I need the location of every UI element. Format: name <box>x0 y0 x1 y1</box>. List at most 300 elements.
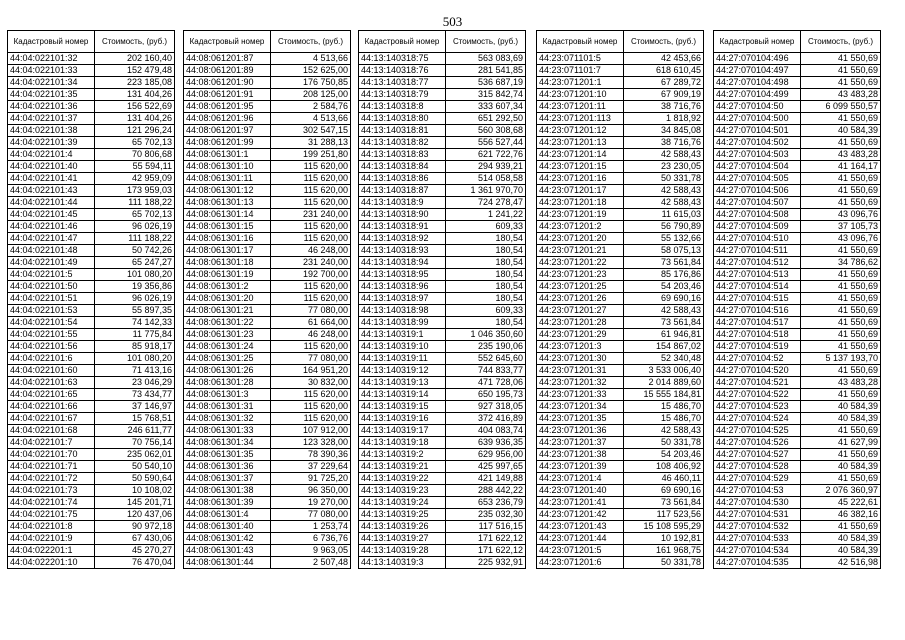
table-row <box>359 437 526 449</box>
cadastral-number-cell: 44:13:140319:3 <box>359 557 446 569</box>
table-row <box>537 161 704 173</box>
cadastral-number-cell: 44:27:070104:527 <box>714 449 801 461</box>
cadastral-number-cell: 44:23:071201:26 <box>537 293 624 305</box>
cadastral-number-cell: 44:27:070104:520 <box>714 365 801 377</box>
cost-cell: 223 185,08 <box>95 77 175 89</box>
cadastral-table-4 <box>536 30 704 569</box>
cost-cell: 927 318,05 <box>446 401 526 413</box>
cadastral-number-cell: 44:27:070104:533 <box>714 533 801 545</box>
cost-cell: 78 390,36 <box>271 449 351 461</box>
cadastral-number-cell: 44:13:140318:76 <box>359 65 446 77</box>
cost-cell: 4 513,66 <box>271 113 351 125</box>
cadastral-number-cell: 44:23:071201:41 <box>537 497 624 509</box>
cost-cell: 50 742,26 <box>95 245 175 257</box>
cost-cell: 37 146,97 <box>95 401 175 413</box>
table-row <box>359 209 526 221</box>
table-row <box>537 125 704 137</box>
cadastral-number-cell: 44:23:071201:44 <box>537 533 624 545</box>
table-row <box>184 269 351 281</box>
table-row <box>537 341 704 353</box>
cadastral-number-cell: 44:04:022101:50 <box>8 281 95 293</box>
cost-cell: 23 230,05 <box>624 161 704 173</box>
cost-cell: 10 192,81 <box>624 533 704 545</box>
cost-cell: 41 627,99 <box>801 437 881 449</box>
cadastral-number-cell: 44:27:070104:514 <box>714 281 801 293</box>
cadastral-number-cell: 44:23:071201:18 <box>537 197 624 209</box>
table-row <box>8 149 175 161</box>
cost-cell: 11 615,03 <box>624 209 704 221</box>
cost-cell: 180,54 <box>446 233 526 245</box>
cost-cell: 180,54 <box>446 293 526 305</box>
cost-cell: 176 750,85 <box>271 77 351 89</box>
table-row <box>359 509 526 521</box>
table-row <box>8 389 175 401</box>
table-row <box>8 425 175 437</box>
table-row <box>537 533 704 545</box>
cadastral-number-cell: 44:23:071201:37 <box>537 437 624 449</box>
cadastral-number-cell: 44:08:061301:32 <box>184 413 271 425</box>
table-row <box>184 461 351 473</box>
table-row <box>537 149 704 161</box>
cost-cell: 41 550,69 <box>801 197 881 209</box>
cadastral-number-cell: 44:08:061201:99 <box>184 137 271 149</box>
cadastral-number-cell: 44:08:061301:20 <box>184 293 271 305</box>
cadastral-table-5 <box>713 30 881 569</box>
cost-cell: 67 430,06 <box>95 533 175 545</box>
cadastral-number-cell: 44:23:071201:35 <box>537 413 624 425</box>
table-row <box>8 257 175 269</box>
table-row <box>359 425 526 437</box>
table-row <box>714 101 881 113</box>
cadastral-number-cell: 44:08:061301:40 <box>184 521 271 533</box>
table-row <box>714 329 881 341</box>
cadastral-number-cell: 44:08:061301:43 <box>184 545 271 557</box>
table-row <box>714 509 881 521</box>
cadastral-number-cell: 44:04:022101:38 <box>8 125 95 137</box>
cost-cell: 71 413,16 <box>95 365 175 377</box>
cadastral-number-cell: 44:08:061201:97 <box>184 125 271 137</box>
cadastral-number-cell: 44:23:071201:5 <box>537 545 624 557</box>
cost-cell: 50 331,78 <box>624 437 704 449</box>
cadastral-number-cell: 44:13:140318:96 <box>359 281 446 293</box>
cadastral-number-cell: 44:04:022101:7 <box>8 437 95 449</box>
cost-cell: 38 716,76 <box>624 101 704 113</box>
table-row <box>714 353 881 365</box>
table-row <box>714 449 881 461</box>
cost-cell: 404 083,74 <box>446 425 526 437</box>
cadastral-number-cell: 44:23:071201:11 <box>537 101 624 113</box>
cost-cell: 41 550,69 <box>801 305 881 317</box>
table-row <box>537 269 704 281</box>
cadastral-number-cell: 44:23:071201:4 <box>537 473 624 485</box>
cadastral-number-cell: 44:13:140318:77 <box>359 77 446 89</box>
table-row <box>184 425 351 437</box>
cadastral-number-cell: 44:04:022101:65 <box>8 389 95 401</box>
table-row <box>714 89 881 101</box>
column-header-cadastral-number: Кадастровый номер <box>714 31 801 53</box>
table-row <box>359 329 526 341</box>
cost-cell: 115 620,00 <box>271 221 351 233</box>
table-row <box>184 353 351 365</box>
cadastral-number-cell: 44:13:140319:11 <box>359 353 446 365</box>
cost-cell: 46 382,16 <box>801 509 881 521</box>
cost-cell: 202 160,40 <box>95 53 175 65</box>
cost-cell: 120 437,06 <box>95 509 175 521</box>
cost-cell: 180,54 <box>446 269 526 281</box>
table-row <box>184 221 351 233</box>
table-row <box>184 53 351 65</box>
cost-cell: 639 936,35 <box>446 437 526 449</box>
cadastral-number-cell: 44:08:061301:31 <box>184 401 271 413</box>
table-row <box>714 305 881 317</box>
table-row <box>714 197 881 209</box>
table-row <box>359 401 526 413</box>
cadastral-number-cell: 44:23:071201:27 <box>537 305 624 317</box>
table-row <box>714 389 881 401</box>
table-row <box>184 545 351 557</box>
cost-cell: 41 550,69 <box>801 65 881 77</box>
table-row <box>537 389 704 401</box>
cost-cell: 54 203,46 <box>624 449 704 461</box>
cadastral-number-cell: 44:13:140318:9 <box>359 197 446 209</box>
cadastral-number-cell: 44:23:071201:21 <box>537 245 624 257</box>
cadastral-number-cell: 44:08:061301:23 <box>184 329 271 341</box>
cost-cell: 115 620,00 <box>271 161 351 173</box>
cadastral-number-cell: 44:04:022201:1 <box>8 545 95 557</box>
cadastral-number-cell: 44:27:070104:503 <box>714 149 801 161</box>
cadastral-number-cell: 44:13:140318:97 <box>359 293 446 305</box>
cost-cell: 61 664,00 <box>271 317 351 329</box>
cadastral-number-cell: 44:13:140319:13 <box>359 377 446 389</box>
cadastral-number-cell: 44:08:061301:12 <box>184 185 271 197</box>
column-header-cost: Стоимость, (руб.) <box>801 31 881 53</box>
cost-cell: 43 483,28 <box>801 89 881 101</box>
cadastral-number-cell: 44:23:071201:17 <box>537 185 624 197</box>
cadastral-number-cell: 44:13:140318:93 <box>359 245 446 257</box>
cadastral-number-cell: 44:04:022101:47 <box>8 233 95 245</box>
cadastral-number-cell: 44:23:071201:30 <box>537 353 624 365</box>
cadastral-number-cell: 44:23:071201:19 <box>537 209 624 221</box>
table-row <box>714 173 881 185</box>
cadastral-number-cell: 44:27:070104:509 <box>714 221 801 233</box>
cost-cell: 171 622,12 <box>446 533 526 545</box>
cost-cell: 34 786,62 <box>801 257 881 269</box>
table-row <box>8 329 175 341</box>
table-row <box>359 125 526 137</box>
cost-cell: 42 588,43 <box>624 305 704 317</box>
cadastral-number-cell: 44:08:061301:24 <box>184 341 271 353</box>
cadastral-number-cell: 44:08:061301:34 <box>184 437 271 449</box>
cost-cell: 225 932,91 <box>446 557 526 569</box>
table-row <box>537 497 704 509</box>
table-row <box>359 353 526 365</box>
cost-cell: 156 522,69 <box>95 101 175 113</box>
cost-cell: 5 137 193,70 <box>801 353 881 365</box>
cost-cell: 61 946,81 <box>624 329 704 341</box>
cost-cell: 43 483,28 <box>801 377 881 389</box>
cost-cell: 37 105,73 <box>801 221 881 233</box>
cost-cell: 67 289,72 <box>624 77 704 89</box>
cost-cell: 40 584,39 <box>801 401 881 413</box>
cost-cell: 281 541,85 <box>446 65 526 77</box>
cost-cell: 69 690,16 <box>624 293 704 305</box>
cadastral-number-cell: 44:04:022101:35 <box>8 89 95 101</box>
cost-cell: 34 845,08 <box>624 125 704 137</box>
cost-cell: 43 096,76 <box>801 233 881 245</box>
table-header-row <box>537 31 704 53</box>
cadastral-number-cell: 44:08:061301:19 <box>184 269 271 281</box>
cost-cell: 69 690,16 <box>624 485 704 497</box>
table-row <box>8 281 175 293</box>
cadastral-number-cell: 44:27:070104:502 <box>714 137 801 149</box>
cost-cell: 15 768,51 <box>95 413 175 425</box>
cadastral-number-cell: 44:08:061301:11 <box>184 173 271 185</box>
cadastral-number-cell: 44:08:061301:13 <box>184 197 271 209</box>
cost-cell: 65 702,13 <box>95 209 175 221</box>
cadastral-number-cell: 44:13:140318:75 <box>359 53 446 65</box>
cadastral-number-cell: 44:27:070104:500 <box>714 113 801 125</box>
cost-cell: 208 125,00 <box>271 89 351 101</box>
cadastral-number-cell: 44:23:071101:7 <box>537 65 624 77</box>
cost-cell: 15 555 184,81 <box>624 389 704 401</box>
table-row <box>359 545 526 557</box>
table-row <box>8 545 175 557</box>
cadastral-number-cell: 44:27:070104:512 <box>714 257 801 269</box>
cadastral-number-cell: 44:13:140319:15 <box>359 401 446 413</box>
cost-cell: 65 247,27 <box>95 257 175 269</box>
cost-cell: 180,54 <box>446 257 526 269</box>
cadastral-number-cell: 44:04:022101:41 <box>8 173 95 185</box>
cost-cell: 40 584,39 <box>801 545 881 557</box>
cadastral-number-cell: 44:13:140319:10 <box>359 341 446 353</box>
cost-cell: 117 516,15 <box>446 521 526 533</box>
table-row <box>184 389 351 401</box>
cadastral-number-cell: 44:23:071201:16 <box>537 173 624 185</box>
cadastral-number-cell: 44:27:070104:524 <box>714 413 801 425</box>
cost-cell: 115 620,00 <box>271 293 351 305</box>
table-row <box>537 77 704 89</box>
cadastral-number-cell: 44:04:022101:37 <box>8 113 95 125</box>
cadastral-number-cell: 44:23:071201:40 <box>537 485 624 497</box>
cost-cell: 41 550,69 <box>801 473 881 485</box>
table-row <box>8 113 175 125</box>
cost-cell: 471 728,06 <box>446 377 526 389</box>
cadastral-number-cell: 44:08:061301:2 <box>184 281 271 293</box>
column-header-cost: Стоимость, (руб.) <box>624 31 704 53</box>
table-row <box>8 197 175 209</box>
table-row <box>537 233 704 245</box>
table-row <box>184 77 351 89</box>
table-row <box>8 533 175 545</box>
table-row <box>714 77 881 89</box>
table-row <box>714 149 881 161</box>
cadastral-number-cell: 44:27:070104:532 <box>714 521 801 533</box>
cost-cell: 111 188,22 <box>95 197 175 209</box>
table-row <box>8 377 175 389</box>
cadastral-number-cell: 44:23:071201:23 <box>537 269 624 281</box>
table-row <box>184 173 351 185</box>
cadastral-number-cell: 44:04:022101:60 <box>8 365 95 377</box>
table-row <box>537 53 704 65</box>
cadastral-number-cell: 44:13:140319:22 <box>359 473 446 485</box>
table-row <box>537 449 704 461</box>
cost-cell: 199 251,80 <box>271 149 351 161</box>
cost-cell: 70 756,14 <box>95 437 175 449</box>
cadastral-number-cell: 44:04:022101:53 <box>8 305 95 317</box>
cadastral-number-cell: 44:27:070104:499 <box>714 89 801 101</box>
table-row <box>8 521 175 533</box>
table-row <box>184 449 351 461</box>
table-row <box>714 293 881 305</box>
cadastral-number-cell: 44:13:140318:95 <box>359 269 446 281</box>
cadastral-number-cell: 44:23:071201:42 <box>537 509 624 521</box>
cadastral-number-cell: 44:08:061201:91 <box>184 89 271 101</box>
cadastral-number-cell: 44:27:070104:498 <box>714 77 801 89</box>
table-row <box>184 413 351 425</box>
cadastral-number-cell: 44:04:022101:48 <box>8 245 95 257</box>
cost-cell: 46 460,11 <box>624 473 704 485</box>
cost-cell: 6 736,76 <box>271 533 351 545</box>
cost-cell: 70 806,68 <box>95 149 175 161</box>
table-row <box>714 377 881 389</box>
table-row <box>359 497 526 509</box>
cadastral-number-cell: 44:23:071201:33 <box>537 389 624 401</box>
table-row <box>8 413 175 425</box>
cost-cell: 37 229,64 <box>271 461 351 473</box>
table-row <box>184 161 351 173</box>
cost-cell: 1 361 970,70 <box>446 185 526 197</box>
cost-cell: 41 550,69 <box>801 245 881 257</box>
cadastral-number-cell: 44:27:070104:522 <box>714 389 801 401</box>
cadastral-number-cell: 44:27:070104:52 <box>714 353 801 365</box>
cost-cell: 45 222,61 <box>801 497 881 509</box>
cost-cell: 45 270,27 <box>95 545 175 557</box>
table-row <box>714 233 881 245</box>
cadastral-number-cell: 44:23:071201:3 <box>537 341 624 353</box>
cost-cell: 67 909,19 <box>624 89 704 101</box>
table-row <box>8 473 175 485</box>
column-header-cadastral-number: Кадастровый номер <box>359 31 446 53</box>
cadastral-number-cell: 44:27:070104:53 <box>714 485 801 497</box>
table-row <box>714 521 881 533</box>
table-row <box>359 221 526 233</box>
table-row <box>714 401 881 413</box>
table-row <box>537 209 704 221</box>
cadastral-number-cell: 44:27:070104:508 <box>714 209 801 221</box>
table-header-row <box>8 31 175 53</box>
cost-cell: 180,54 <box>446 317 526 329</box>
table-row <box>359 257 526 269</box>
cadastral-number-cell: 44:08:061301:21 <box>184 305 271 317</box>
cost-cell: 108 406,92 <box>624 461 704 473</box>
table-row <box>184 257 351 269</box>
cadastral-number-cell: 44:27:070104:50 <box>714 101 801 113</box>
cost-cell: 10 108,02 <box>95 485 175 497</box>
cadastral-number-cell: 44:08:061301:16 <box>184 233 271 245</box>
cost-cell: 41 550,69 <box>801 521 881 533</box>
table-row <box>8 353 175 365</box>
cost-cell: 145 201,71 <box>95 497 175 509</box>
cadastral-number-cell: 44:04:022101:43 <box>8 185 95 197</box>
table-row <box>184 377 351 389</box>
cadastral-number-cell: 44:27:070104:526 <box>714 437 801 449</box>
cost-cell: 19 270,00 <box>271 497 351 509</box>
table-row <box>8 269 175 281</box>
table-row <box>184 65 351 77</box>
cadastral-number-cell: 44:27:070104:534 <box>714 545 801 557</box>
column-header-cadastral-number: Кадастровый номер <box>8 31 95 53</box>
table-row <box>714 281 881 293</box>
cost-cell: 101 080,20 <box>95 269 175 281</box>
cadastral-number-cell: 44:23:071201:31 <box>537 365 624 377</box>
table-row <box>359 77 526 89</box>
table-row <box>8 509 175 521</box>
cadastral-number-cell: 44:08:061301:36 <box>184 461 271 473</box>
cost-cell: 50 331,78 <box>624 557 704 569</box>
cadastral-number-cell: 44:13:140319:28 <box>359 545 446 557</box>
cadastral-number-cell: 44:13:140319:27 <box>359 533 446 545</box>
cadastral-number-cell: 44:23:071201:22 <box>537 257 624 269</box>
cadastral-number-cell: 44:13:140318:94 <box>359 257 446 269</box>
table-row <box>359 533 526 545</box>
cost-cell: 372 416,89 <box>446 413 526 425</box>
table-row <box>714 245 881 257</box>
cost-cell: 41 550,69 <box>801 185 881 197</box>
cost-cell: 235 062,01 <box>95 449 175 461</box>
cadastral-number-cell: 44:27:070104:531 <box>714 509 801 521</box>
table-row <box>359 269 526 281</box>
cost-cell: 2 014 889,60 <box>624 377 704 389</box>
cadastral-number-cell: 44:04:022101:5 <box>8 269 95 281</box>
cadastral-number-cell: 44:23:071101:5 <box>537 53 624 65</box>
cost-cell: 556 527,44 <box>446 137 526 149</box>
table-row <box>714 557 881 569</box>
table-row <box>184 293 351 305</box>
table-row <box>537 437 704 449</box>
table-row <box>537 245 704 257</box>
cost-cell: 58 075,13 <box>624 245 704 257</box>
cadastral-number-cell: 44:13:140319:24 <box>359 497 446 509</box>
table-row <box>714 161 881 173</box>
cadastral-number-cell: 44:23:071201:25 <box>537 281 624 293</box>
cadastral-number-cell: 44:27:070104:519 <box>714 341 801 353</box>
cadastral-number-cell: 44:08:061201:96 <box>184 113 271 125</box>
table-row <box>537 485 704 497</box>
cost-cell: 1 046 350,60 <box>446 329 526 341</box>
cadastral-number-cell: 44:08:061201:95 <box>184 101 271 113</box>
cadastral-number-cell: 44:08:061301:42 <box>184 533 271 545</box>
table-row <box>8 461 175 473</box>
cost-cell: 46 248,00 <box>271 329 351 341</box>
cadastral-number-cell: 44:13:140319:1 <box>359 329 446 341</box>
table-row <box>184 209 351 221</box>
cost-cell: 11 775,84 <box>95 329 175 341</box>
cost-cell: 536 687,19 <box>446 77 526 89</box>
cadastral-number-cell: 44:23:071201:43 <box>537 521 624 533</box>
cadastral-number-cell: 44:23:071201:113 <box>537 113 624 125</box>
cadastral-number-cell: 44:08:061301:26 <box>184 365 271 377</box>
table-row <box>714 269 881 281</box>
cadastral-number-cell: 44:04:022101:36 <box>8 101 95 113</box>
cost-cell: 15 486,70 <box>624 401 704 413</box>
cost-cell: 235 190,06 <box>446 341 526 353</box>
table-row <box>714 257 881 269</box>
table-row <box>184 341 351 353</box>
cost-cell: 55 897,35 <box>95 305 175 317</box>
table-row <box>184 473 351 485</box>
column-header-cost: Стоимость, (руб.) <box>271 31 351 53</box>
cadastral-number-cell: 44:23:071201:36 <box>537 425 624 437</box>
